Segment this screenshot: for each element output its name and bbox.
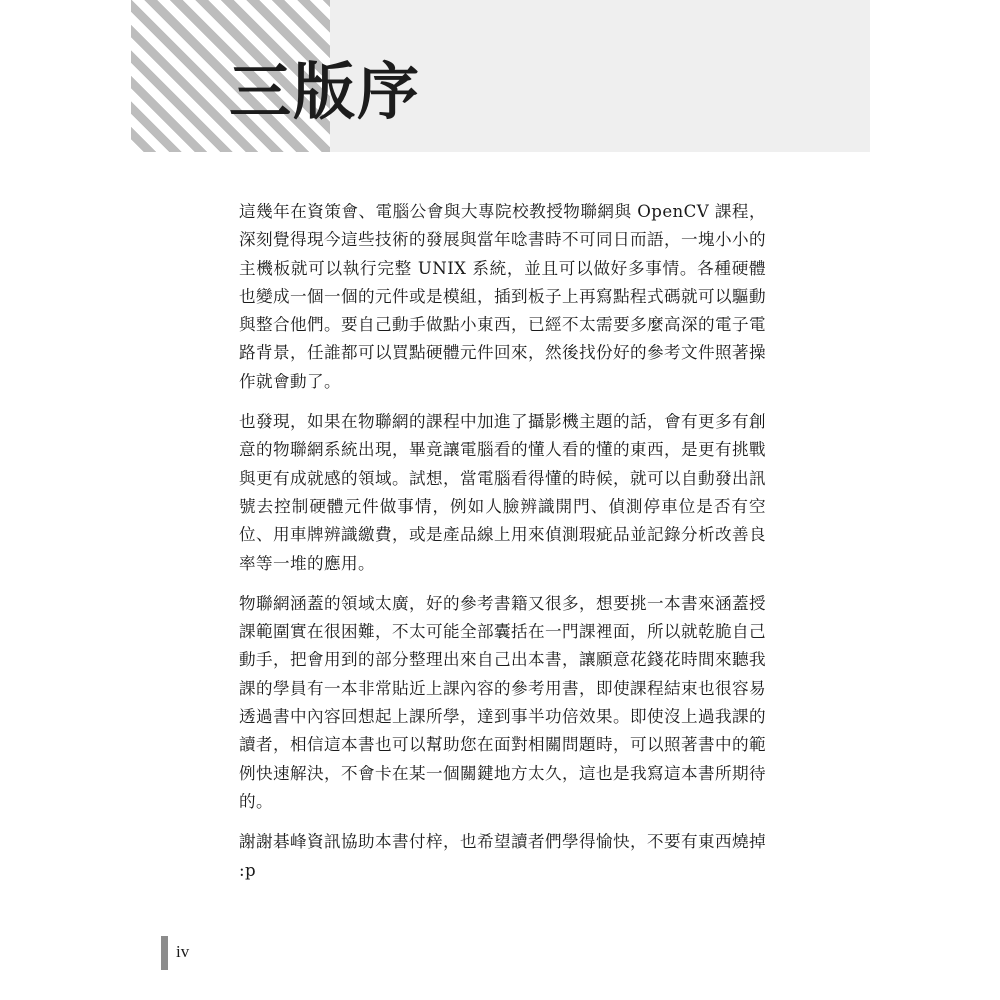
page-number: iv (176, 942, 190, 961)
page-title: 三版序 (229, 55, 422, 128)
paragraph-3: 物聯網涵蓋的領域太廣，好的參考書籍又很多，想要挑一本書來涵蓋授課範圍實在很困難，不太可能全部囊括在一門課裡面，所以就乾脆自己動手，把會用到的部分整理出來自己出本書，讓願意花錢花時間來聽我課的學員有一本非常貼近上課內容的參考用書，即使課程結束也很容易透過書中內容回想起上課所學，達到事半功倍效果。即使沒上過我課的讀者，相信這本書也可以幫助您在面對相關問題時，可以照著書中的範例快速解決，不會卡在某一個關鍵地方太久，這也是我寫這本書所期待的。 (239, 593, 766, 811)
paragraph-2: 也發現，如果在物聯網的課程中加進了攝影機主題的話，會有更多有創意的物聯網系統出現，畢竟讓電腦看的懂人看的懂的東西，是更有挑戰與更有成就感的領域。試想，當電腦看得懂的時候，就可以自動發出訊號去控制硬體元件做事情，例如人臉辨識開門、偵測停車位是否有空位、用車牌辨識繳費，或是產品線上用來偵測瑕疵品並記錄分析改善良率等一堆的應用。 (239, 412, 766, 573)
preface-body (239, 198, 766, 897)
page-number-marker-bar (161, 936, 168, 970)
paragraph-1: 這幾年在資策會、電腦公會與大專院校教授物聯網與 OpenCV 課程，深刻覺得現今這些技術的發展與當年唸書時不可同日而語，一塊小小的主機板就可以執行完整 UNIX 系統，並且可以做好多事情。各種硬體也變成一個一個的元件或是模組，插到板子上再寫點程式碼就可以驅動與整合他們。要自己動手做點小東西，已經不太需要多麼高深的電子電路背景，任誰都可以買點硬體元件回來，然後找份好的參考文件照著操作就會動了。 (239, 202, 766, 391)
paragraph-4: 謝謝碁峰資訊協助本書付梓，也希望讀者們學得愉快，不要有東西燒掉 :p (239, 832, 766, 880)
